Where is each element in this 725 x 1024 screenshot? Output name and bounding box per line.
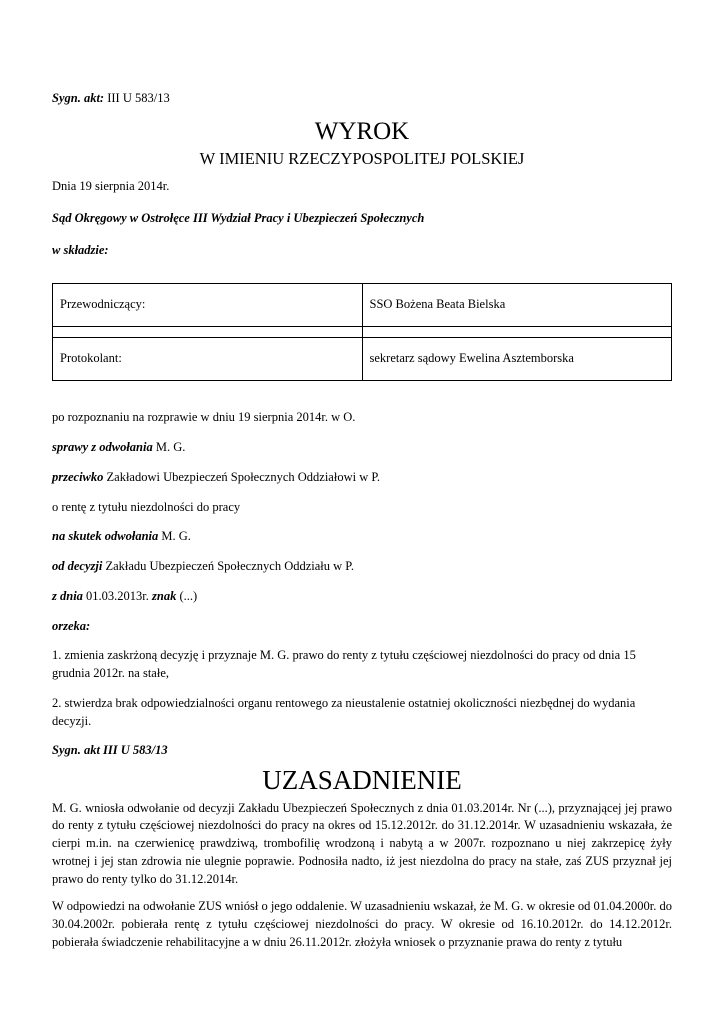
table-row <box>53 284 672 327</box>
composition-label: w składzie: <box>52 242 109 257</box>
justification-title: UZASADNIENIE <box>262 765 462 796</box>
panel-person-cell: sekretarz sądowy Ewelina Asztemborska <box>362 338 672 381</box>
reference-value: (...) <box>176 588 198 603</box>
justification-signature: Sygn. akt III U 583/13 <box>52 743 168 758</box>
subject-line: o rentę z tytułu niezdolności do pracy <box>52 499 241 514</box>
panel-role-cell: Przewodniczący: <box>53 284 363 327</box>
decision-date-line <box>52 588 672 606</box>
against-line <box>52 469 672 487</box>
judgment-page <box>52 90 672 962</box>
court-name: Sąd Okręgowy w Ostrołęce III Wydział Pracy i Ubezpieczeń Społecznych <box>52 210 425 225</box>
panel-person-cell: SSO Bożena Beata Bielska <box>362 284 672 327</box>
decision-line <box>52 558 672 576</box>
ruling-item: 2. stwierdza brak odpowiedzialności organu rentowego za nieustalenie ostatniej okoliczności niezbędnej do wydania decyzji. <box>52 695 636 728</box>
decision-date-value: 01.03.2013r. <box>82 588 153 603</box>
decision-date-label: z dnia <box>52 588 83 603</box>
ruling-label: orzeka: <box>52 618 91 633</box>
result-line <box>52 528 672 546</box>
appellant-name: M. G. <box>152 440 186 455</box>
justification-paragraph: M. G. wniosła odwołanie od decyzji Zakładu Ubezpieczeń Społecznych z dnia 01.03.2014r. Nr (...), przyznającej jej prawo do renty z tytułu częściowej niezdolności do pracy na okres od 15.12.2012r. do 31.12.2014r. W uzasadnieniu wskazała, że cierpi m.in. na czerwienicę prawdziwą, trombofilię wrodzoną i nabytą a w 2007r. rozpoznano u niej zakrzepicę żyły wrotnej i jej stan zdrowia nie ulegnie poprawie. Podnosiła nadto, iż jest niezdolna do pracy na stałe, zaś ZUS przyznał jej prawo do renty tylko do 31.12.2014r. <box>52 800 672 886</box>
case-signature-value: III U 583/13 <box>104 91 170 105</box>
appeal-label: sprawy z odwołania <box>52 440 153 455</box>
case-signature <box>52 90 672 108</box>
against-label: przeciwko <box>52 469 104 484</box>
result-name: M. G. <box>158 529 191 544</box>
panel-role-cell: Protokolant: <box>53 338 363 381</box>
decision-authority: Zakładu Ubezpieczeń Społecznych Oddziału w P. <box>102 559 354 574</box>
respondent-name: Zakładowi Ubezpieczeń Społecznych Oddziałowi w P. <box>103 469 381 484</box>
court-panel-table <box>52 283 672 381</box>
table-row <box>53 327 672 338</box>
result-label: na skutek odwołania <box>52 529 159 544</box>
reference-label: znak <box>152 588 177 603</box>
decision-label: od decyzji <box>52 559 103 574</box>
panel-role-cell <box>53 327 363 338</box>
table-row <box>53 338 672 381</box>
judgment-title: WYROK <box>314 117 410 145</box>
justification-paragraph: W odpowiedzi na odwołanie ZUS wniósł o jego oddalenie. W uzasadnieniu wskazał, że M. G. w okresie od 01.04.2000r. do 30.04.2002r. pobierała rentę z tytułu częściowej niezdolności do pracy. W okresie od 16.10.2012r. do 14.12.2012r. pobierała świadczenie rehabilitacyjne a w dniu 26.11.2012r. złożyła wniosek o przyznanie prawa do renty z tytułu <box>52 899 673 949</box>
judgment-subtitle: W IMIENIU RZECZYPOSPOLITEJ POLSKIEJ <box>199 149 525 169</box>
case-signature-label: Sygn. akt: <box>52 91 105 105</box>
ruling-item: 1. zmienia zaskrżoną decyzję i przyznaje M. G. prawo do renty z tytułu częściowej niezdolności do pracy od dnia 15 grudnia 2012r. na stałe, <box>52 648 636 681</box>
panel-person-cell <box>362 327 672 338</box>
hearing-line: po rozpoznaniu na rozprawie w dniu 19 sierpnia 2014r. w O. <box>52 410 356 425</box>
judgment-date: Dnia 19 sierpnia 2014r. <box>52 179 170 194</box>
appeal-line <box>52 439 672 457</box>
